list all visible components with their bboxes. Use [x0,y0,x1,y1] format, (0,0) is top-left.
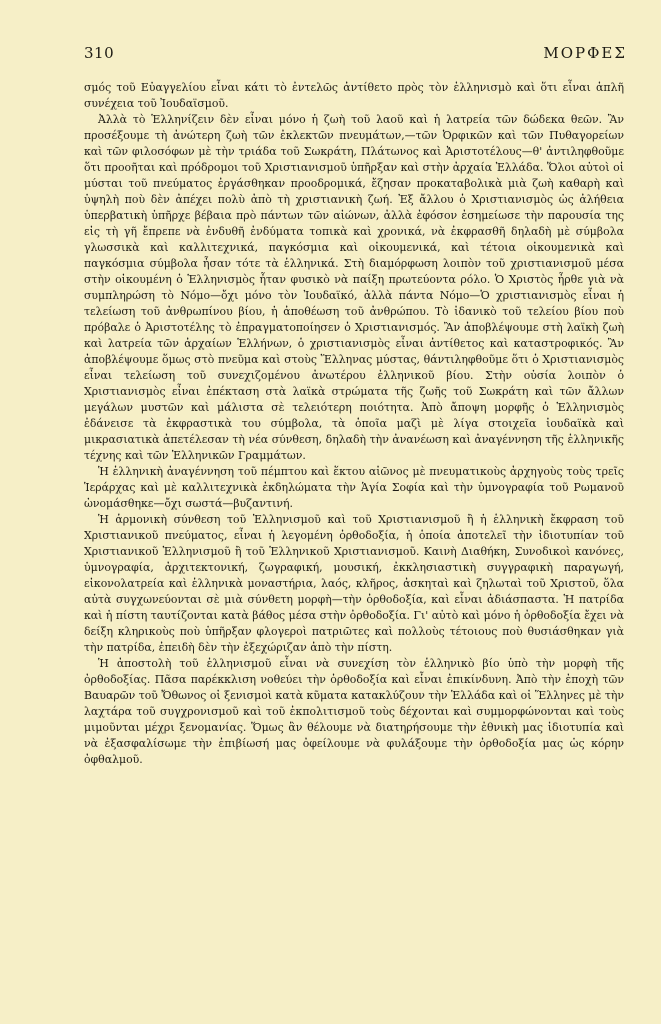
body-text [84,80,624,768]
running-head: ΜΟΡΦΕΣ [543,44,627,62]
paragraph: Ἡ ἁρμονικὴ σύνθεση τοῦ Ἑλληνισμοῦ καὶ τοῦ Χριστιανισμοῦ ἢ ἡ ἑλληνικὴ ἔκφραση τοῦ Χριστιανικοῦ πνεύματος, εἶναι ἡ λεγομένη ὀρθοδοξία, ἡ ὁποία ἀποτελεῖ τὴν ἰδιοτυπίαν τοῦ Χριστιανικοῦ Ἑλληνισμοῦ ἢ τοῦ Ἑλληνικοῦ Χριστιανισμοῦ. Καινὴ Διαθήκη, Συνοδικοὶ κανόνες, ὑμνογραφία, ἀρχιτεκτονική, ζωγραφική, μουσική, ἐκκλησιαστικὴ συγγραφικὴ παραγωγή, εἰκονολατρεία καὶ ἑλληνικὰ μοναστήρια, λαός, κλῆρος, ἀσκηταὶ καὶ ζηλωταὶ τοῦ Χριστοῦ, ὅλα αὐτὰ συγχωνεύονται σὲ μιὰ σύνθετη μορφὴ—τὴν ὀρθοδοξία, καὶ εἶναι ἀδιάσπαστα. Ἡ πατρίδα καὶ ἡ πίστη ταυτίζονται κατὰ βάθος μέσα στὴν ὀρθοδοξία. Γι' αὐτὸ καὶ μόνο ἡ ὀρθοδοξία ἔχει νὰ δείξη κληρικοὺς ποὺ ὑπῆρξαν φλογεροὶ πατριῶτες καὶ πολλοὺς τέτοιους ποὺ θυσιάσθηκαν γιὰ τὴν πατρίδα, ἐπειδὴ δὲν τὴν ἐξεχώριζαν ἀπὸ τὴν πίστη. [84,513,624,654]
page-number: 310 [84,44,115,62]
paragraph: Ἡ ἀποστολὴ τοῦ ἑλληνισμοῦ εἶναι νὰ συνεχίση τὸν ἑλληνικὸ βίο ὑπὸ τὴν μορφὴ τῆς ὀρθοδοξίας. Πᾶσα παρέκκλιση νοθεύει τὴν ὀρθοδοξία καὶ εἶναι ἐπικίνδυνη. Ἀπὸ τὴν ἐποχὴ τῶν Βαυαρῶν τοῦ Ὄθωνος οἱ ξενισμοὶ κατὰ κῦματα κατακλύζουν τὴν Ἑλλάδα καὶ οἱ Ἕλληνες μὲ τὴν λαχτάρα τοῦ συγχρονισμοῦ καὶ τοῦ ἐκπολιτισμοῦ τοὺς δέχονται καὶ συμμορφώνονται καὶ τοὺς μιμοῦνται μέχρι ξενομανίας. Ὅμως ἂν θέλουμε νὰ διατηρήσουμε τὴν ἐθνικὴ μας ἰδιοτυπία καὶ νὰ ἐξασφαλίσωμε τὴν ἐπιβίωσή μας ὀφείλουμε νὰ φυλάξουμε τὴν ὀρθοδοξία μας ὡς κόρην ὀφθαλμοῦ. [84,657,624,766]
paragraph: Ἀλλὰ τὸ Ἑλληνίζειν δὲν εἶναι μόνο ἡ ζωὴ τοῦ λαοῦ καὶ ἡ λατρεία τῶν δώδεκα θεῶν. Ἂν προσέξουμε τὴ ἀνώτερη ζωὴ τῶν ἐκλεκτῶν πνευμάτων,—τῶν Ὀρφικῶν καὶ τῶν Πυθαγορείων καὶ τῶν φιλοσόφων μὲ τὴν τριάδα τοῦ Σωκράτη, Πλάτωνος καὶ Ἀριστοτέλους—θ' ἀντιληφθοῦμε ὅτι προοῆται καὶ πρόδρομοι τοῦ Χριστιανισμοῦ ὑπῆρξαν καὶ στὴν ἀρχαία Ἑλλάδα. Ὅλοι αὐτοὶ οἱ μύσται τοῦ πνεύματος ἐργάσθηκαν προοδρομικά, ἔζησαν προκαταβολικὰ μιὰ ζωὴ καθαρὴ καὶ ὑψηλὴ ποὺ δὲν ἀπέχει πολὺ ἀπὸ τὴ χριστιανικὴ ζωή. Ἐξ ἄλλου ὁ Χριστιανισμὸς ὡς ἀλήθεια ὑπερβατικὴ ὑπῆρχε βέβαια πρὸ πάντων τῶν αἰώνων, ἀλλὰ ἐφόσον ἐσημείωσε τὴν παρουσία της εἰς τὴ γῆ ἔπρεπε νὰ ἐνδυθῆ ἐνδύματα τοπικὰ καὶ χρονικά, νὰ ἐκφρασθῆ δηλαδὴ μὲ σύμβολα γλωσσικὰ καὶ καλλιτεχνικά, παγκόσμια καὶ οἰκουμενικά, καὶ τέτοια οἰκουμενικὰ καὶ παγκόσμια σύμβολα ἦσαν τότε τὰ ἑλληνικά. Στὴ διαμόρφωση λοιπὸν τοῦ χριστιανισμοῦ μέσα στὴν οἰκουμένη ὁ Ἑλληνισμὸς ἦταν φυσικὸ νὰ παίξη πρωτεύοντα ρόλο. Ὁ Χριστὸς ἦρθε γιὰ νὰ συμπληρώση τὸ Νόμο—ὄχι μόνο τὸν Ἰουδαϊκό, ἀλλὰ πάντα Νόμο—Ὁ χριστιανισμὸς εἶναι ἡ τελείωση τοῦ ἀνθρωπίνου βίου, ἡ ἀποθέωση τοῦ ἀνθρώπου. Τὸ ἰδανικὸ τοῦ τελείου βίου ποὺ πρόβαλε ὁ Ἀριστοτέλης τὸ ἐπραγματοποίησεν ὁ Χριστιανισμός. Ἂν ἀποβλέψουμε στὴ λαϊκὴ ζωὴ καὶ λατρεία τῶν ἀρχαίων Ἑλλήνων, ὁ χριστιανισμὸς εἶναι ἀντίθετος καὶ καταστροφικός. Ἂν ἀποβλέψουμε ὅμως στὸ πνεῦμα καὶ στοὺς Ἕλληνας μύστας, θάντιληφθοῦμε ὅτι ὁ Χριστιανισμὸς εἶναι τελείωση τοῦ συνεχιζομένου ἀνωτέρου ἑλληνικοῦ βίου. Στὴν οὐσία λοιπὸν ὁ Χριστιανισμὸς εἶναι ἐπέκταση στὰ λαϊκὰ στρώματα τῆς ζωῆς τοῦ Σωκράτη καὶ τῶν ἄλλων μεγάλων μυστῶν καὶ μάλιστα σὲ τελειότερη ποιότητα. Ἀπὸ ἄποψη μορφῆς ὁ Ἑλληνισμὸς ἐδάνεισε τὰ ἐκφραστικὰ του σύμβολα, τὰ ὁποῖα μαζὶ μὲ λίγα στοιχεῖα ἰουδαϊκὰ καὶ μικρασιατικὰ ἀπετέλεσαν τὴ νέα σύνθεση, δηλαδὴ τὴν ἀνανέωση καὶ ἀναγέννηση τῆς ἑλληνικῆς τέχνης καὶ τῶν Ἑλληνικῶν Γραμμάτων. [84,113,624,462]
paragraph: Ἡ ἑλληνικὴ ἀναγέννηση τοῦ πέμπτου καὶ ἕκτου αἰῶνος μὲ πνευματικοὺς ἀρχηγοὺς τοὺς τρεῖς Ἱεράρχας καὶ μὲ καλλιτεχνικὰ ἐκδηλώματα τὴν Ἁγία Σοφία καὶ τὴν ὑμνογραφία τοῦ Ρωμανοῦ ὠνομάσθηκε—ὄχι σωστά—βυζαντινή. [84,465,624,510]
paragraph: σμός τοῦ Εὐαγγελίου εἶναι κάτι τὸ ἐντελῶς ἀντίθετο πρὸς τὸν ἑλληνισμὸ καὶ ὅτι εἶναι ἁπλῆ συνέχεια τοῦ Ἰουδαϊσμοῦ. [84,81,624,110]
page-header [84,44,627,62]
